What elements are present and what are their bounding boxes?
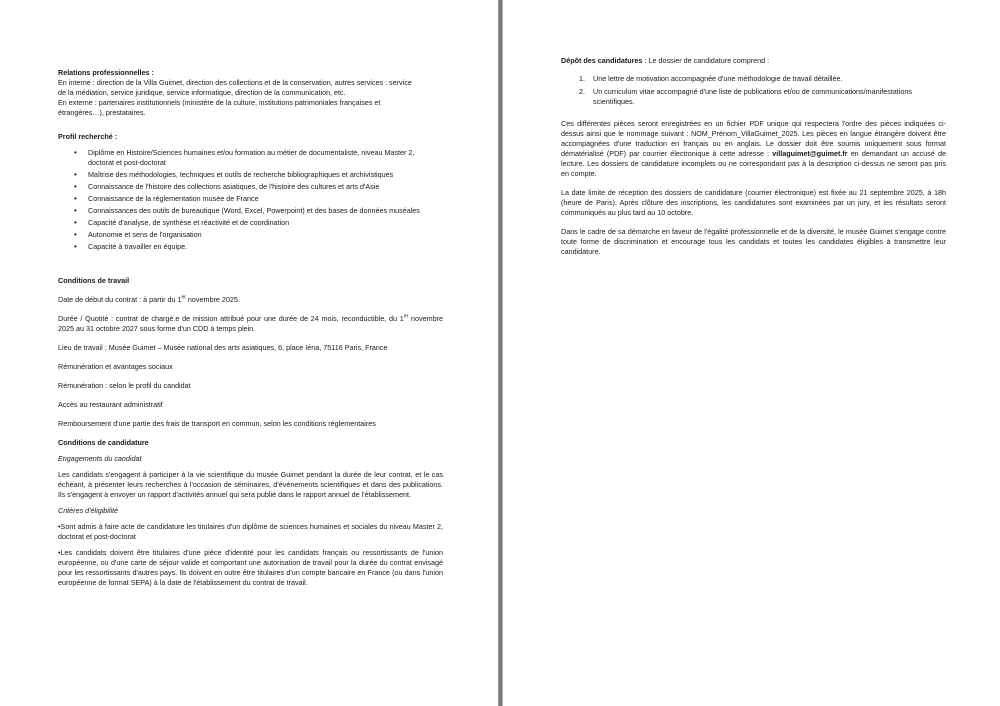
relations-line: de la médiation, service juridique, service informatique, direction de la communication, etc. — [58, 88, 346, 97]
work-location: Lieu de travail : Musée Guimet – Musée national des arts asiatiques, 6, place Iéna, 75116 Paris, France — [58, 343, 388, 352]
profil-title: Profil recherché : — [58, 132, 118, 141]
list-item: 1. Une lettre de motivation accompagnée d'une méthodologie de travail détaillée. — [579, 74, 843, 83]
list-item: • Capacité d'analyse, de synthèse et réactivité et de coordination — [88, 218, 443, 228]
contract-duration: Durée / Quotité : contrat de chargé.e de mission attribué pour une durée de 24 mois, reconductible, du 1er novembre 2025 au 31 octobre 2027 sous forme d'un CDD à temps plein. — [58, 313, 443, 333]
date-limite-paragraph: La date limite de réception des dossiers de candidature (courrier électronique) est fixée au 21 septembre 2025, à 18h (heure de Paris). Après clôture des inscriptions, les candidatures sont examinées par un jury, et les résultats seront communiqués au plus tard au 10 octobre. — [561, 188, 946, 217]
list-item: • Connaissances des outils de bureautique (Word, Excel, Powerpoint) et des bases de données muséales — [88, 206, 443, 216]
profil-list — [58, 148, 443, 252]
engagements-text: Les candidats s'engagent à participer à la vie scientifique du musée Guimet pendant la durée de leur contrat, et le cas échéant, à présenter leurs recherches à l'occasion de séminaires, d'événements scientifiques et dans des publications. Ils s'engagent à envoyer un rapport d'activités annuel qui sera publié dans le rapport annuel de l'établissement. — [58, 470, 443, 499]
list-item: • Connaissance de l'histoire des collections asiatiques, de l'histoire des cultures et arts d'Asie — [88, 182, 443, 192]
page-left-content — [58, 68, 443, 588]
contract-start: Date de début du contrat : à partir du 1er novembre 2025. — [58, 294, 240, 304]
bullet-icon: • — [58, 548, 61, 557]
list-item: • Autonomie et sens de l'organisation — [88, 230, 443, 240]
list-item: • Maîtrise des méthodologies, techniques et outils de recherche bibliographiques et archivistiques — [88, 170, 443, 180]
engagements-title: Engagements du candidat — [58, 454, 142, 463]
depot-heading: Dépôt des candidatures : Le dossier de candidature comprend : — [561, 56, 770, 65]
document-page-left — [0, 0, 498, 706]
document-page-right — [503, 0, 1000, 706]
email-link[interactable]: villaguimet@guimet.fr — [772, 149, 848, 158]
remuneration: Rémunération : selon le profil du candidat — [58, 381, 191, 390]
bullet-icon: • — [58, 522, 61, 531]
conditions-candidature-title: Conditions de candidature — [58, 438, 149, 447]
relations-line: En interne : direction de la Villa Guimet, direction des collections et de la conservation, autres services : service — [58, 78, 412, 87]
list-item: 2. Un curriculum vitae accompagné d'une liste de publications et/ou de communications/manifestations scientifiques. — [579, 87, 912, 106]
egalite-paragraph: Dans le cadre de sa démarche en faveur de l'égalité professionnelle et de la diversité, le musée Guimet s'engage contre toute forme de discrimination et encourage tous les candidats et toutes les candidates éligibles à transmettre leur candidature. — [561, 227, 946, 256]
list-item: • Capacité à travailler en équipe. — [88, 242, 443, 252]
relations-line: étrangères…), prestataires. — [58, 108, 146, 117]
transport-reimbursement: Remboursement d'une partie des frais de transport en commun, selon les conditions réglementaires — [58, 419, 376, 428]
relations-title: Relations professionnelles : — [58, 68, 154, 77]
pieces-paragraph: Ces différentes pièces seront enregistrées en un fichier PDF unique qui respectera l'ordre des pièces indiquées ci-dessus ainsi que le nommage suivant : NOM_Prénom_VillaGuimet_2025. Les pièces en langue étrangère doivent être accompagnées d'une traduction en français ou en anglais. Le dossier doit être soumis uniquement sous format dématérialisé (PDF) par courrier électronique à cette adresse : villaguimet@guimet.fr en demandant un accusé de lecture. Les dossiers de candidature incomplets ou ne correspondant pas à la description ci-dessus ne seront pas pris en compte. — [561, 119, 946, 178]
page-right-content — [561, 56, 946, 257]
list-item: • Diplôme en Histoire/Sciences humaines et/ou formation au métier de documentaliste, niveau Master 2, doctorat et post-doctorat — [88, 148, 433, 168]
conditions-travail-title: Conditions de travail — [58, 276, 130, 285]
criteres-title: Critères d'éligibilité — [58, 506, 119, 515]
critere-2: •Les candidats doivent être titulaires d'une pièce d'identité pour les candidats français ou ressortissants de l'union européenne, ou d'une carte de séjour valide et comportant une autorisation de travail pour la durée du contrat envisagé pour les ressortissants d'autres pays. Ils doivent en outre être titulaires d'un compte bancaire en France (ou dans l'union européenne de format SEPA) à la date de l'établissement du contrat de travail. — [58, 548, 443, 587]
critere-1: •Sont admis à faire acte de candidature les titulaires d'un diplôme de sciences humaines et sociales du niveau Master 2, doctorat et post-doctorat — [58, 522, 443, 541]
depot-list — [561, 74, 946, 107]
relations-line: En externe : partenaires institutionnels (ministère de la culture, institutions patrimoniales françaises et — [58, 98, 381, 107]
list-item: • Connaissance de la réglementation musée de France — [88, 194, 443, 204]
remuneration-avantages: Rémunération et avantages sociaux — [58, 362, 173, 371]
restaurant-access: Accès au restaurant administratif — [58, 400, 163, 409]
